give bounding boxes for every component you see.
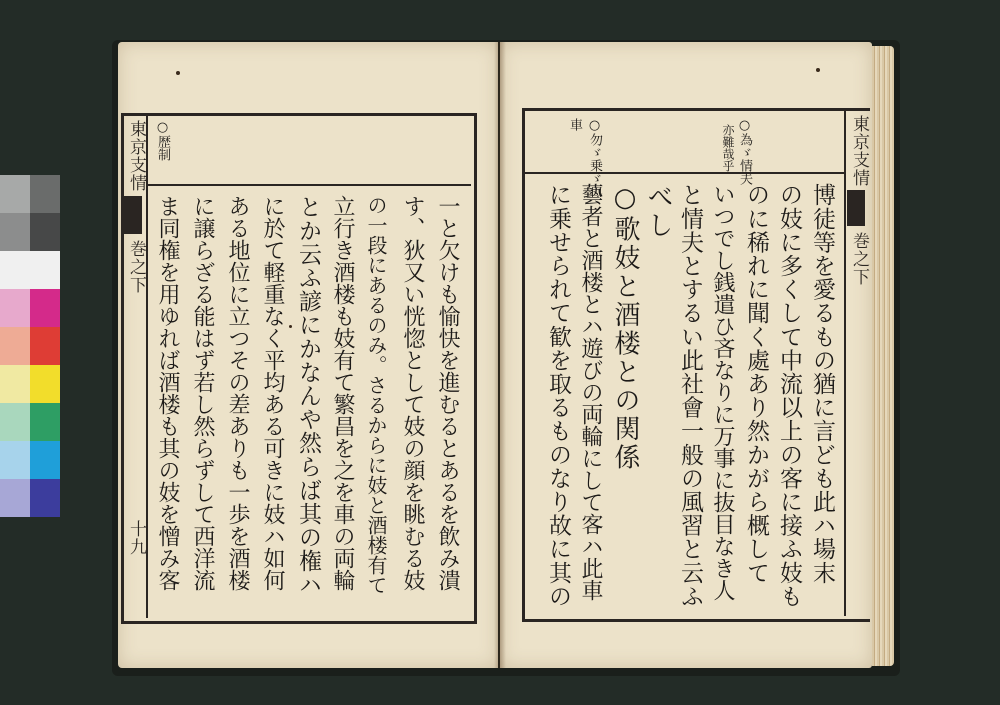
text-column: 藝者と酒楼とハ遊びの両輪にして客ハ此車	[578, 183, 603, 601]
color-swatch	[0, 479, 30, 517]
right-head-note-3: ○勿ゞ乗ゞ口	[587, 118, 602, 198]
text-column: に譲らざる能はず若し然らずして西洋流	[190, 195, 215, 591]
left-head-rule	[146, 184, 471, 186]
right-head-note-4: 車	[567, 118, 582, 131]
text-column: に於て軽重なく平均ある可きに妓ハ如何	[260, 195, 285, 591]
left-running-title: 東京支情	[126, 120, 146, 192]
text-column: の一段にあるのみ。さるからに妓と酒楼有て	[364, 195, 388, 595]
color-swatch	[0, 289, 30, 327]
color-swatch	[30, 479, 60, 517]
text-column: ま同権を用ゆれば酒楼も其の妓を憎み客	[155, 195, 180, 591]
color-swatch	[0, 251, 30, 289]
left-head-note: ○歴制	[155, 120, 170, 161]
text-column: す、狄又い恍惚として妓の顔を眺むる妓	[400, 195, 425, 591]
text-column: 立行き酒楼も妓有て繁昌を之を車の両輪	[330, 195, 355, 591]
binding-hole	[176, 71, 180, 75]
left-page-number: 十九	[126, 520, 146, 556]
text-column: べし	[643, 183, 673, 240]
binding-hole	[816, 68, 820, 72]
left-fishtail-block	[124, 196, 142, 234]
left-volume-label: 巻之下	[126, 240, 146, 294]
color-swatch	[0, 213, 30, 251]
text-column: 博徒等を愛るもの猶に言ども此ハ場末	[809, 183, 835, 585]
color-swatch	[30, 327, 60, 365]
text-column: に乗せられて歓を取るものなり故に其の	[545, 183, 571, 608]
color-swatch	[0, 365, 30, 403]
color-swatch	[0, 175, 30, 213]
right-head-note-2: 亦難哉乎	[721, 124, 735, 172]
color-swatch	[30, 289, 60, 327]
text-column: のに稀れに聞く處あり然かがら概して	[743, 183, 769, 585]
page-edges	[872, 46, 894, 666]
color-swatch	[30, 213, 60, 251]
color-swatch	[0, 327, 30, 365]
book-gutter	[494, 42, 506, 668]
right-volume-label: 巻之下	[849, 232, 869, 286]
text-column: ある地位に立つその差ありも一歩を酒楼	[225, 195, 250, 591]
color-swatch	[0, 403, 30, 441]
text-column: とか云ふ諺にかなんや然らば其の権ハ	[295, 195, 321, 597]
text-column: ○歌妓と酒楼との関係	[610, 183, 640, 472]
right-head-note-1: ○為ゞ情夫	[737, 118, 752, 185]
color-swatch	[30, 441, 60, 479]
color-swatch	[30, 175, 60, 213]
color-swatch	[30, 365, 60, 403]
right-fishtail-block	[847, 190, 865, 226]
text-column: 一と欠けも愉快を進むるとあるを飲み潰	[435, 195, 460, 591]
right-running-title: 東京支情	[849, 115, 869, 187]
text-column: の妓に多くして中流以上の客に接ふ妓も	[776, 183, 802, 608]
color-swatch	[0, 441, 30, 479]
color-swatch	[30, 251, 60, 289]
text-column: いつでし銭遣ひ吝なりに万事に抜目なき人	[710, 183, 735, 601]
text-column: と情夫とするい此社會一般の風習と云ふ	[677, 183, 703, 608]
color-swatch	[30, 403, 60, 441]
right-head-rule	[525, 172, 845, 174]
